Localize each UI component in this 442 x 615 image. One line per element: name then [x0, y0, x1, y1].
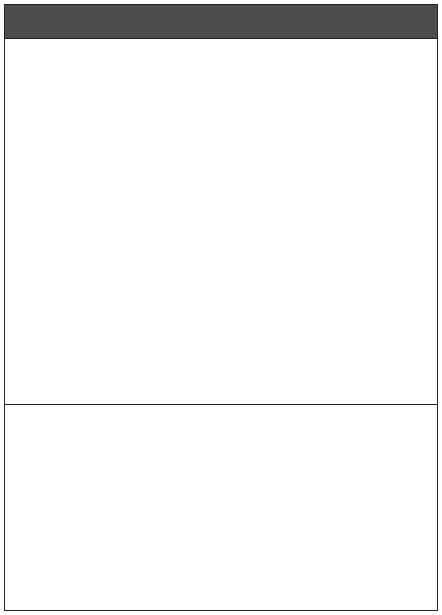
features-sheet: [4, 4, 438, 611]
header-bar: [5, 5, 437, 39]
included-features-list: [5, 39, 437, 405]
green-features-list: [5, 405, 437, 412]
